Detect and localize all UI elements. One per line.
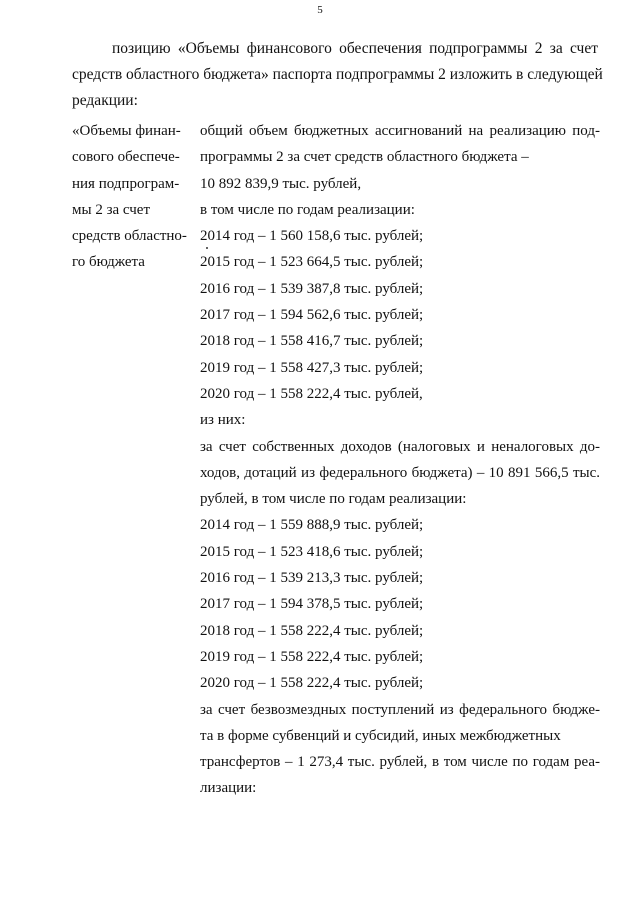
right-cell-line: общий объем бюджетных ассигнований на реализацию под- xyxy=(200,123,600,139)
page-number: 5 xyxy=(317,4,323,16)
right-cell-line: лизации: xyxy=(200,780,257,797)
right-cell-line: ходов, дотаций из федерального бюджета) – 10 891 566,5 тыс. xyxy=(200,464,600,481)
right-cell-line: 2014 год – 1 559 888,9 тыс. рублей; xyxy=(200,517,424,534)
intro-line: средств областного бюджета» паспорта подпрограммы 2 изложить в следующей xyxy=(72,66,603,83)
left-cell-line: «Объемы финан- xyxy=(72,123,181,139)
right-cell-line: в том числе по годам реализации: xyxy=(200,201,415,218)
left-cell-line: го бюджета xyxy=(72,254,145,271)
right-cell-line: 2019 год – 1 558 222,4 тыс. рублей; xyxy=(200,648,424,665)
right-cell-line: 2019 год – 1 558 427,3 тыс. рублей; xyxy=(200,359,424,376)
right-cell-line: 2016 год – 1 539 213,3 тыс. рублей; xyxy=(200,570,424,587)
right-cell-line: 2020 год – 1 558 222,4 тыс. рублей, xyxy=(200,385,423,402)
right-cell-line: рублей, в том числе по годам реализации: xyxy=(200,491,467,508)
left-cell-line: ния подпрограм- xyxy=(72,175,180,192)
right-cell-line: за счет безвозмездных поступлений из федерального бюдже- xyxy=(200,701,600,718)
right-cell-line: 2018 год – 1 558 416,7 тыс. рублей; xyxy=(200,333,424,350)
right-cell-line: за счет собственных доходов (налоговых и неналоговых до- xyxy=(200,438,600,455)
left-cell-line: сового обеспече- xyxy=(72,149,180,166)
table-left-cell xyxy=(72,118,196,276)
right-cell-line: 2016 год – 1 539 387,8 тыс. рублей; xyxy=(200,280,424,297)
right-cell-line: 10 892 839,9 тыс. рублей, xyxy=(200,175,362,192)
left-cell-line: мы 2 за счет xyxy=(72,201,151,218)
intro-line: позицию «Объемы финансового обеспечения подпрограммы 2 за счет xyxy=(112,40,598,57)
intro-paragraph xyxy=(72,36,603,114)
right-cell-line: 2017 год – 1 594 562,6 тыс. рублей; xyxy=(200,307,424,324)
left-cell-line: средств областно- xyxy=(72,228,187,245)
right-cell-line: трансфертов – 1 273,4 тыс. рублей, в том числе по годам реа- xyxy=(200,754,600,771)
table-right-cell xyxy=(200,118,600,802)
right-cell-line: 2020 год – 1 558 222,4 тыс. рублей; xyxy=(200,675,424,692)
right-cell-line: та в форме субвенций и субсидий, иных межбюджетных xyxy=(200,727,561,744)
right-cell-line: 2015 год – 1 523 664,5 тыс. рублей; xyxy=(200,254,424,271)
right-cell-line: 2017 год – 1 594 378,5 тыс. рублей; xyxy=(200,596,424,613)
right-cell-line: из них: xyxy=(200,412,246,429)
intro-line: редакции: xyxy=(72,92,138,109)
right-cell-line: 2014 год – 1 560 158,6 тыс. рублей; xyxy=(200,228,424,245)
right-cell-line: программы 2 за счет средств областного бюджета – xyxy=(200,149,529,166)
right-cell-line: 2018 год – 1 558 222,4 тыс. рублей; xyxy=(200,622,424,639)
right-cell-line: 2015 год – 1 523 418,6 тыс. рублей; xyxy=(200,543,424,560)
